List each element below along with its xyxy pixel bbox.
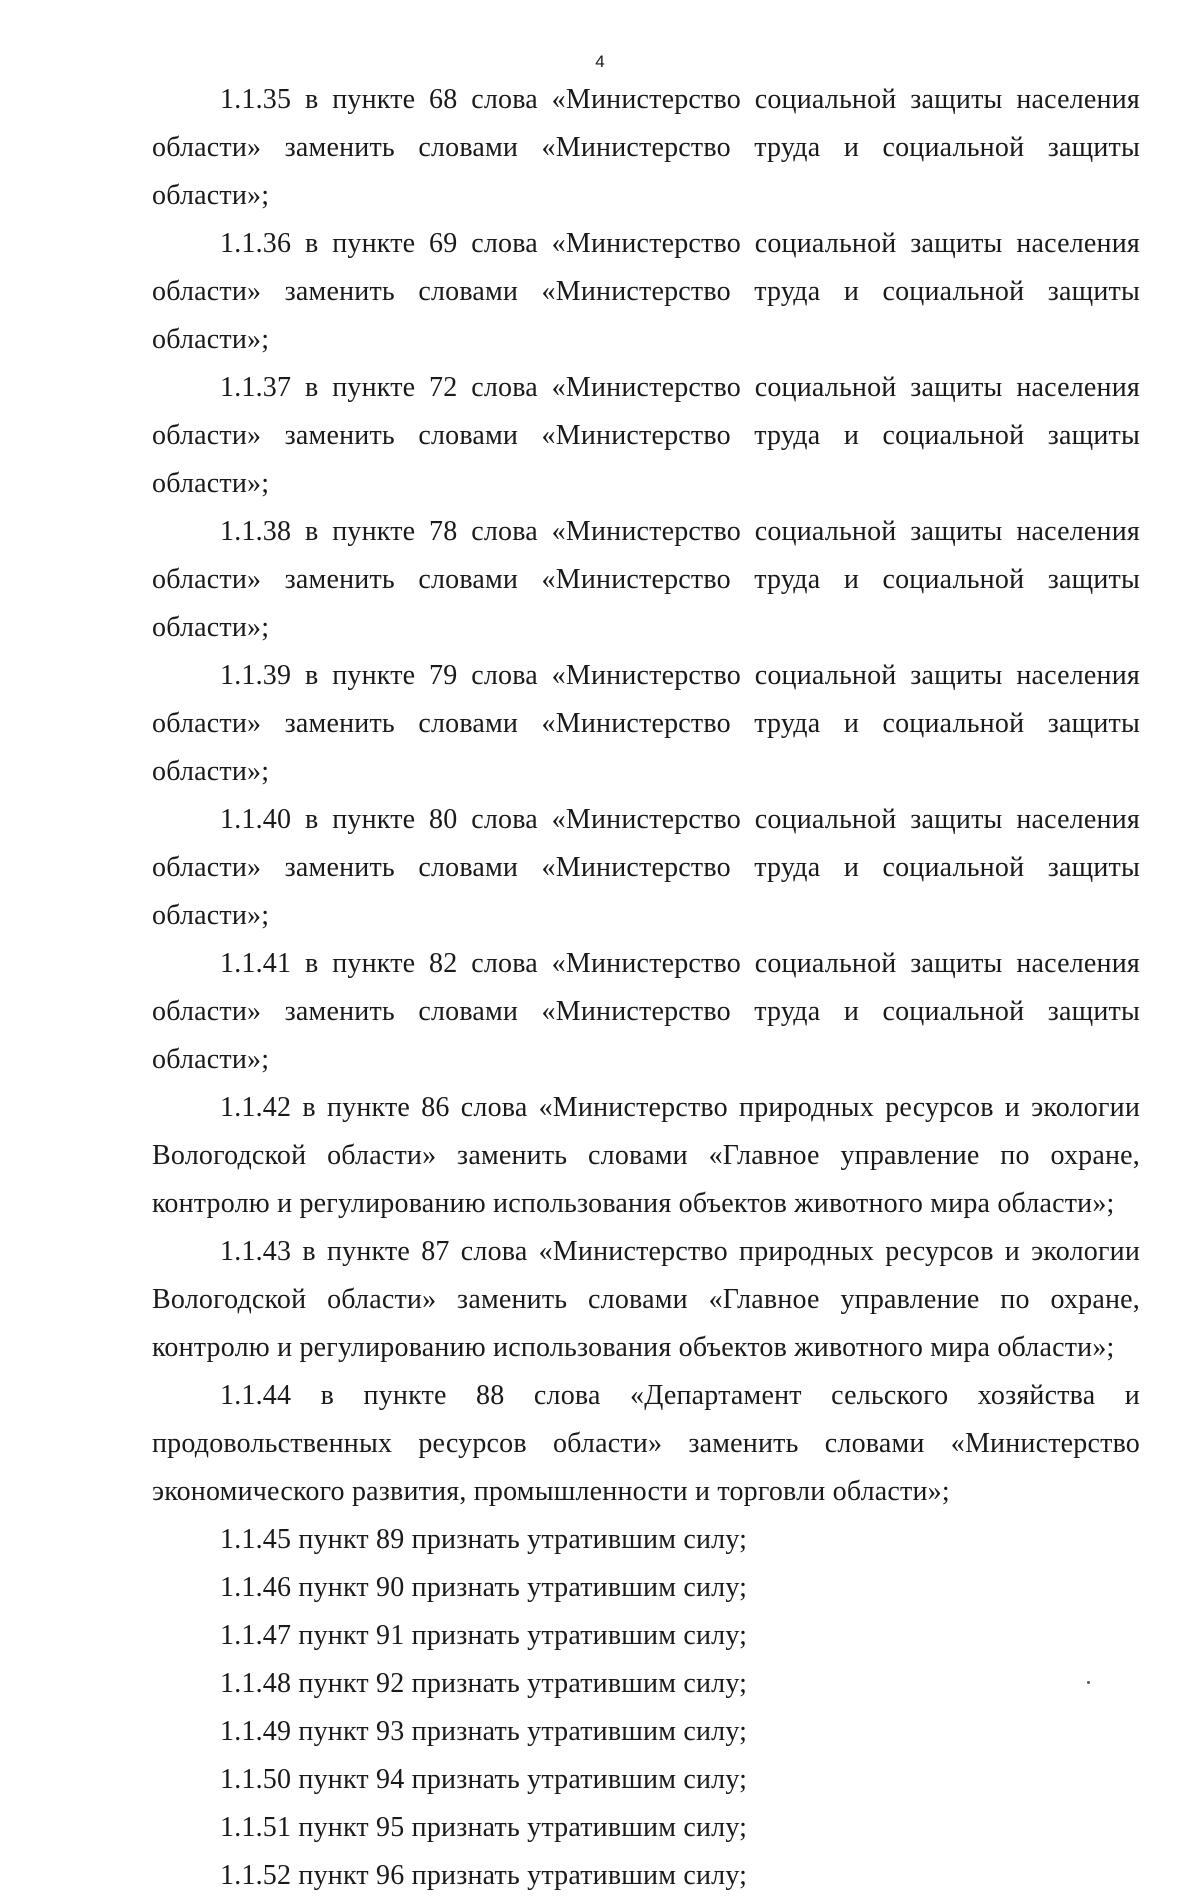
- paragraph-1-1-39: 1.1.39 в пункте 79 слова «Министерство социальной защиты населения области» заменить словами «Министерство труда и социальной защиты области»;: [152, 660, 1140, 787]
- paragraph-1-1-43: 1.1.43 в пункте 87 слова «Министерство природных ресурсов и экологии Вологодской области» заменить словами «Главное управление по охране, контролю и регулированию использования объектов животного мира области»;: [152, 1236, 1140, 1363]
- paragraph-1-1-35: 1.1.35 в пункте 68 слова «Министерство социальной защиты населения области» заменить словами «Министерство труда и социальной защиты области»;: [152, 84, 1140, 211]
- paragraph-1-1-51: 1.1.51 пункт 95 признать утратившим силу;: [220, 1812, 748, 1843]
- paragraph-1-1-48: 1.1.48 пункт 92 признать утратившим силу;: [220, 1668, 748, 1699]
- paragraph-1-1-46: 1.1.46 пункт 90 признать утратившим силу;: [220, 1572, 748, 1603]
- paragraph-1-1-41: 1.1.41 в пункте 82 слова «Министерство социальной защиты населения области» заменить словами «Министерство труда и социальной защиты области»;: [152, 948, 1140, 1075]
- paragraph-1-1-44: 1.1.44 в пункте 88 слова «Департамент сельского хозяйства и продовольственных ресурсов области» заменить словами «Министерство экономического развития, промышленности и торговли области»;: [152, 1380, 1140, 1507]
- paragraph-1-1-38: 1.1.38 в пункте 78 слова «Министерство социальной защиты населения области» заменить словами «Министерство труда и социальной защиты области»;: [152, 516, 1140, 643]
- paragraph-1-1-37: 1.1.37 в пункте 72 слова «Министерство социальной защиты населения области» заменить словами «Министерство труда и социальной защиты области»;: [152, 372, 1140, 499]
- paragraph-1-1-52: 1.1.52 пункт 96 признать утратившим силу;: [220, 1860, 748, 1891]
- paragraph-1-1-47: 1.1.47 пункт 91 признать утратившим силу;: [220, 1620, 748, 1651]
- paragraph-1-1-49: 1.1.49 пункт 93 признать утратившим силу;: [220, 1716, 748, 1747]
- paragraph-1-1-45: 1.1.45 пункт 89 признать утратившим силу;: [220, 1524, 748, 1555]
- paragraph-1-1-42: 1.1.42 в пункте 86 слова «Министерство природных ресурсов и экологии Вологодской области» заменить словами «Главное управление по охране, контролю и регулированию использования объектов животного мира области»;: [152, 1092, 1140, 1219]
- page-number: 4: [595, 52, 605, 71]
- paragraph-1-1-36: 1.1.36 в пункте 69 слова «Министерство социальной защиты населения области» заменить словами «Министерство труда и социальной защиты области»;: [152, 228, 1140, 355]
- paragraph-1-1-40: 1.1.40 в пункте 80 слова «Министерство социальной защиты населения области» заменить словами «Министерство труда и социальной защиты области»;: [152, 804, 1140, 931]
- paragraph-1-1-50: 1.1.50 пункт 94 признать утратившим силу;: [220, 1764, 748, 1795]
- scan-speck: [1087, 1681, 1090, 1684]
- document-body: [152, 76, 1140, 1900]
